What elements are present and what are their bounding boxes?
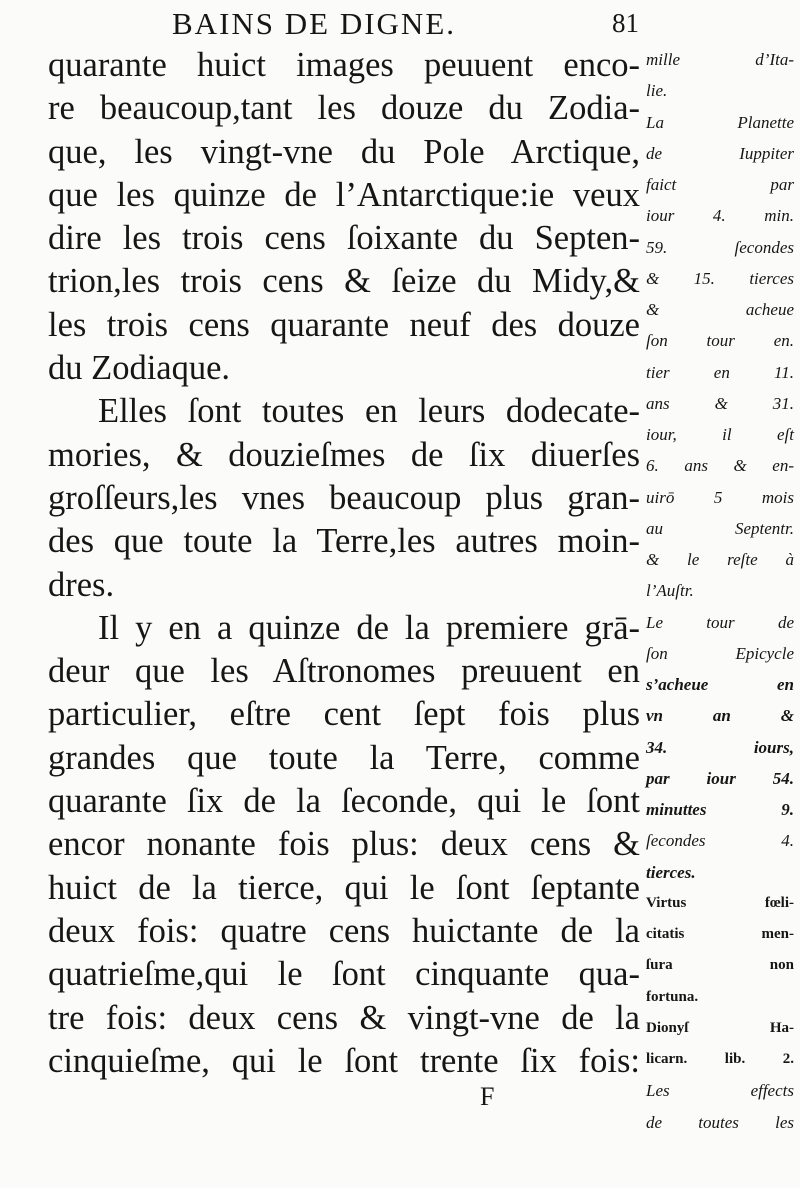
text-line: quarante huict images peuuent enco-	[48, 46, 640, 84]
margin-note-line: licarn. lib. 2.	[646, 1051, 794, 1067]
page-header	[50, 6, 640, 46]
margin-note-line: l’Auſtr.	[646, 581, 694, 601]
margin-note-line: minuttes 9.	[646, 800, 794, 819]
margin-note-line: 59. ſecondes	[646, 237, 794, 257]
text-line: les trois cens quarante neuf des douze	[48, 305, 640, 344]
margin-note-line: s’acheue en	[646, 675, 794, 694]
margin-note-line: uirō 5 mois	[646, 487, 794, 507]
text-line: deur que les Aſtronomes preuuent en	[48, 652, 640, 691]
margin-note-line: au Septentr.	[646, 518, 794, 538]
margin-note-line: 6. ans & en-	[646, 456, 794, 476]
main-text-column	[48, 44, 640, 1083]
margin-note-line: par iour 54.	[646, 768, 794, 788]
text-line: quatrieſme,qui le ſont cinquante qua-	[48, 955, 640, 994]
margin-note-line: & acheue	[646, 300, 794, 319]
text-line: quarante ſix de la ſeconde, qui le ſont	[48, 782, 640, 821]
margin-note-line: citatis men-	[646, 926, 794, 942]
margin-note-line: de toutes les	[646, 1112, 794, 1132]
paragraph-first-line: Il y en a quinze de la premiere grā-	[98, 608, 640, 647]
paragraph-first-line: Elles ſont toutes en leurs dodecate-	[98, 392, 640, 431]
text-line: encor nonante fois plus: deux cens &	[48, 825, 640, 864]
margin-note-line: tier en 11.	[646, 362, 794, 382]
margin-note-line: ſon tour en.	[646, 331, 794, 351]
margin-note-line: fortuna.	[646, 988, 699, 1005]
margin-note-line: tierces.	[646, 862, 696, 882]
margin-note-line: vn an &	[646, 706, 794, 726]
margin-notes	[646, 44, 794, 1138]
text-line: dire les trois cens ſoixante du Septen-	[48, 219, 640, 258]
text-line: du Zodiaque.	[48, 349, 231, 388]
margin-note-line: lie.	[646, 81, 668, 101]
text-line: huict de la tierce, qui le ſont ſeptante	[48, 868, 640, 907]
text-line: dres.	[48, 565, 115, 604]
text-line: cinquieſme, qui le ſont trente ſix fois:	[48, 1041, 640, 1080]
text-line: re beaucoup,tant les douze du Zodia-	[48, 89, 640, 128]
margin-note-line: ſon Epicycle	[646, 643, 794, 663]
text-line: des que toute la Terre,les autres moin-	[48, 522, 640, 561]
text-line: grandes que toute la Terre, comme	[48, 738, 640, 777]
margin-note-line: Le tour de	[646, 612, 794, 632]
text-line: tre fois: deux cens & vingt-vne de la	[48, 998, 640, 1037]
page-number: 81	[612, 8, 639, 38]
margin-note-line: ſecondes 4.	[646, 831, 794, 851]
margin-note-line: mille d’Ita-	[646, 50, 794, 69]
margin-note-line: 34. iours,	[646, 737, 794, 757]
margin-note-line: iour, il eſt	[646, 425, 794, 444]
text-line: groſſeurs,les vnes beaucoup plus gran-	[48, 478, 640, 517]
text-line: que les quinze de l’Antarctique:ie veux	[48, 175, 640, 214]
margin-note-line: de Iuppiter	[646, 143, 794, 163]
text-line: particulier, eſtre cent ſept fois plus	[48, 695, 640, 734]
signature-mark: F	[480, 1082, 495, 1111]
margin-note-line: La Planette	[646, 112, 794, 132]
margin-note-line: & 15. tierces	[646, 268, 794, 288]
margin-note-line: Dionyſ Ha-	[646, 1019, 794, 1036]
running-head: BAINS DE DIGNE.	[172, 6, 457, 41]
text-line: mories, & douzieſmes de ſix diuerſes	[48, 435, 640, 474]
text-line: que, les vingt-vne du Pole Arctique,	[48, 132, 640, 171]
margin-note-line: Virtus fœli-	[646, 894, 794, 911]
margin-note-line: Les effects	[646, 1081, 794, 1101]
margin-note-line: faict par	[646, 175, 794, 194]
margin-note-line: iour 4. min.	[646, 206, 794, 226]
text-line: deux fois: quatre cens huictante de la	[48, 911, 640, 950]
margin-note-line: ans & 31.	[646, 393, 794, 413]
text-line: trion,les trois cens & ſeize du Midy,&	[48, 262, 640, 301]
margin-note-line: & le reſte à	[646, 550, 794, 569]
margin-note-line: ſura non	[646, 957, 794, 974]
